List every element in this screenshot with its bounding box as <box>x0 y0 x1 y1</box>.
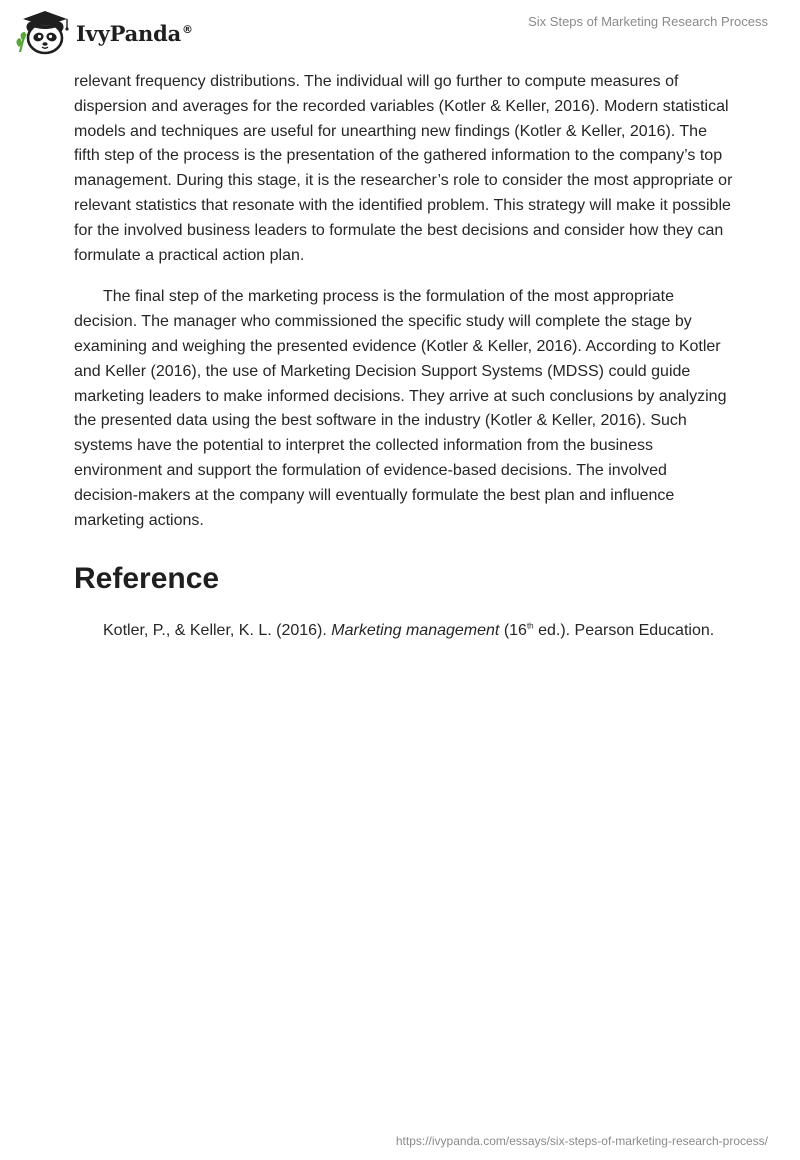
body-paragraph-1: relevant frequency distributions. The individual will go further to compute measures of dispersion and averages for the recorded variables (Kotler & Keller, 2016). Modern statistical models and techniques are useful for unearthing new findings (Kotler & Keller, 2016). The fifth step of the process is the presentation of the gathered information to the company’s top management. During this stage, it is the researcher’s role to consider the most appropriate or relevant statistics that resonate with the identified problem. This strategy will make it possible for the involved business leaders to formulate the best decisions and consider how they can formulate a practical action plan. <box>74 73 733 264</box>
body-paragraph-2: The final step of the marketing process is the formulation of the most appropriate decision. The manager who commissioned the specific study will complete the stage by examining and weighing the presented evidence (Kotler & Keller, 2016). According to Kotler and Keller (2016), the use of Marketing Decision Support Systems (MDSS) could guide marketing leaders to make informed decisions. They arrive at such conclusions by analyzing the presented data using the best software in the industry (Kotler & Keller, 2016). Such systems have the potential to interpret the collected information from the business environment and support the formulation of evidence-based decisions. The involved decision-makers at the company will eventually formulate the best plan and influence marketing actions. <box>74 288 727 529</box>
reference-entry <box>74 619 734 644</box>
source-url-link[interactable]: https://ivypanda.com/essays/six-steps-of-marketing-research-process/ <box>395 1134 768 1148</box>
document-title: Six Steps of Marketing Research Process <box>528 14 768 29</box>
reference-authors: Kotler, P., & Keller, K. L. (2016). <box>103 622 332 640</box>
registered-mark: ® <box>182 22 193 36</box>
brand-name <box>76 21 193 46</box>
reference-title: Marketing management <box>331 622 500 640</box>
reference-edition-open: (16 <box>499 622 527 640</box>
essay-body <box>74 70 734 644</box>
reference-heading: Reference <box>74 562 220 596</box>
brand-name-text: IvyPanda <box>76 20 182 46</box>
reference-edition-suffix: th <box>526 622 534 632</box>
panda-graduate-logo-icon <box>14 8 72 56</box>
ivypanda-logo[interactable] <box>14 8 193 56</box>
reference-edition-close: ed.). Pearson Education. <box>533 622 715 640</box>
page-header <box>0 0 800 70</box>
